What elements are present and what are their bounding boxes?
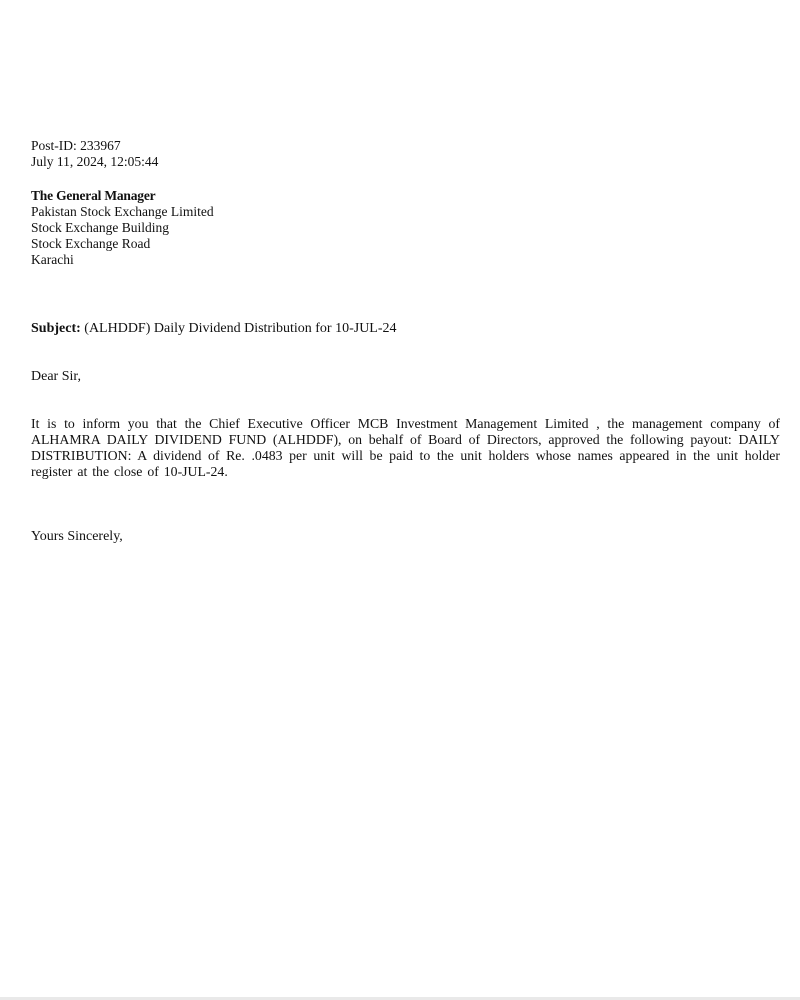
recipient-address-line: Pakistan Stock Exchange Limited (31, 204, 214, 219)
body-paragraph: It is to inform you that the Chief Executive Officer MCB Investment Management Limited , the management company of ALHAMRA DAILY DIVIDEND FUND (ALHDDF), on behalf of Board of Directors, approved the following payout: DAILY DISTRIBUTION: A dividend of Re. .0483 per unit will be paid to the unit holders whose names appeared in the unit holder register at the close of 10-JUL-24. (31, 416, 780, 479)
salutation: Dear Sir, (31, 369, 81, 384)
recipient-name: The General Manager (31, 188, 156, 203)
subject-line (31, 320, 780, 337)
recipient-address-line: Stock Exchange Road (31, 236, 151, 251)
recipient-block (31, 188, 780, 268)
date-time: July 11, 2024, 12:05:44 (31, 154, 159, 169)
recipient-address-line: Stock Exchange Building (31, 220, 169, 235)
subject-text: (ALHDDF) Daily Dividend Distribution for 10-JUL-24 (80, 321, 397, 336)
meta-block (31, 138, 780, 170)
subject-label: Subject: (31, 321, 81, 336)
letter-content (31, 0, 780, 545)
post-id: Post-ID: 233967 (31, 138, 121, 153)
recipient-address-line: Karachi (31, 252, 74, 267)
closing: Yours Sincerely, (31, 529, 123, 544)
